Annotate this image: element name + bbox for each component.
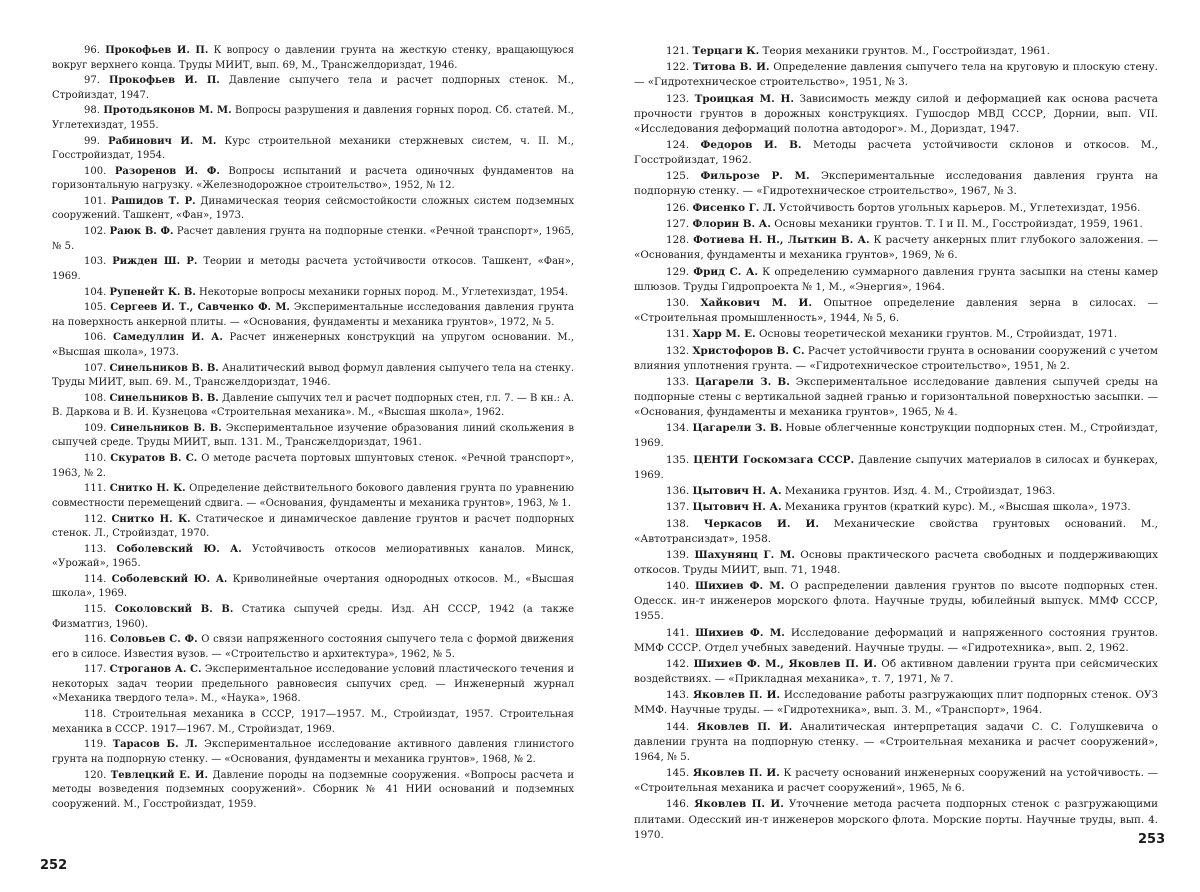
entry-number: 138. — [666, 517, 690, 530]
entry-text: К определению суммарного давления грунта засыпки на стены камер шлюзов. Труды Гидропроекта № 1, М., «Энергия», 1964. — [634, 265, 1158, 293]
entry-author: Троицкая М. Н. — [694, 92, 794, 105]
bibliography-entry — [634, 296, 1158, 326]
entry-author: Сергеев И. Т., Савченко Ф. М. — [110, 302, 290, 314]
entry-number: 115. — [84, 604, 107, 616]
entry-author: Снитко Н. К. — [111, 513, 191, 525]
entry-text: Основы механики грунтов. Т. I и II. М., Госстройиздат, 1959, 1961. — [774, 217, 1143, 230]
entry-number: 124. — [666, 139, 690, 152]
entry-number: 102. — [84, 226, 107, 238]
bibliography-entry — [634, 517, 1158, 547]
entry-number: 112. — [84, 513, 107, 525]
bibliography-entry — [52, 573, 574, 602]
bibliography-entry — [634, 201, 1158, 216]
bibliography-entry — [634, 453, 1158, 483]
entry-text: Некоторые вопросы механики горных пород. М., Углетехиздат, 1954. — [199, 286, 569, 298]
entry-text: Устойчивость бортов угольных карьеров. М., Углетехиздат, 1956. — [779, 201, 1141, 214]
entry-author: Рашидов Т. Р. — [111, 195, 196, 207]
bibliography-entry — [634, 217, 1158, 232]
entry-number: 100. — [84, 165, 107, 177]
entry-number: 141. — [666, 626, 690, 639]
entry-number: 98. — [84, 105, 100, 117]
entry-text: Экспериментальное исследование активного давления глинистого грунта на подпорную стенку. — «Основания, фундаменты и механика грунтов», 1968, № 2. — [52, 739, 574, 765]
entry-author: Соловьев С. Ф. — [109, 634, 198, 646]
bibliography-entry — [52, 769, 574, 813]
bibliography-entry — [634, 484, 1158, 499]
entry-author: Шихиев Ф. М. — [695, 626, 785, 639]
entry-text: Расчет давления грунта на подпорные стенки. «Речной транспорт», 1965, № 5. — [52, 226, 575, 252]
entry-text: Расчет инженерных конструкций на упругом основании. М., «Высшая школа», 1973. — [52, 332, 575, 358]
entry-author: Скуратов В. С. — [110, 453, 198, 465]
bibliography-entry — [52, 195, 574, 224]
entry-number: 117. — [84, 664, 107, 676]
entry-number: 114. — [84, 573, 107, 585]
bibliography-entry — [634, 233, 1158, 263]
bibliography-entry — [634, 766, 1158, 796]
entry-author: Рабинович И. М. — [108, 135, 217, 147]
entry-number: 123. — [666, 92, 690, 105]
entry-author: Синельников В. В. — [110, 422, 222, 434]
entry-number: 111. — [84, 483, 107, 495]
entry-number: 145. — [666, 767, 690, 780]
entry-text: Механика грунтов. Изд. 4. М., Стройиздат, 1963. — [784, 485, 1056, 497]
entry-author: Синельников В. В. — [109, 362, 219, 374]
entry-number: 143. — [666, 689, 690, 702]
bibliography-entry — [634, 548, 1158, 578]
entry-text: Теории и методы расчета устойчивости откосов. Ташкент, «Фан», 1969. — [52, 256, 575, 282]
bibliography-entry — [52, 165, 574, 194]
entry-text: Новые облегченные конструкции подпорных стен. М., Стройиздат, 1969. — [634, 422, 1158, 450]
entry-number: 137. — [666, 501, 690, 514]
bibliography-entry — [52, 225, 574, 254]
bibliography-entry — [634, 138, 1158, 168]
entry-number: 129. — [666, 265, 690, 278]
bibliography-entry — [634, 421, 1158, 451]
entry-text: К вопросу о давлении грунта на жесткую стенку, вращающуюся вокруг верхнего конца. Труды МИИТ, вып. 69, М., Трансжелдориздат, 1946. — [52, 45, 574, 71]
bibliography-entry — [634, 797, 1158, 842]
entry-author: Фильрозе Р. М. — [700, 170, 810, 183]
bibliography-entry — [634, 169, 1158, 199]
entry-text: Методы расчета устойчивости склонов и откосов. М., Госстройиздат, 1962. — [634, 139, 1159, 167]
entry-text: Экспериментальное изучение образования линий скольжения в сыпучей среде. Труды МИИТ, вып. 131. М., Трансжелдориздат, 1961. — [52, 422, 574, 449]
entry-text: Расчет устойчивости грунта в основании сооружений с учетом влияния уплотнения грунта. — «Гидротехническое строительство», 1951, № 2. — [634, 344, 1159, 372]
entry-text: Динамическая теория сейсмостойкости сложных систем подземных сооружений. Ташкент, «Фан», 1973. — [52, 195, 574, 222]
entry-author: Тевлецкий Е. И. — [110, 769, 208, 781]
bibliography-entry — [52, 543, 574, 572]
bibliography-entry — [52, 104, 574, 133]
entry-author: Раюк В. Ф. — [109, 226, 174, 238]
bibliography-entry — [634, 579, 1158, 624]
bibliography-entry — [52, 301, 574, 330]
entry-text: Давление породы на подземные сооружения. «Вопросы расчета и методы возведения подземных сооружений». Сборник № 41 НИИ оснований и подземных сооружений. М., Госстройиздат, 1959. — [52, 769, 575, 810]
entry-number: 142. — [666, 657, 690, 670]
entry-text: Устойчивость откосов мелиоративных каналов. Минск, «Урожай», 1965. — [52, 543, 574, 570]
entry-text: Экспериментальные исследования давления грунта на подпорную стенку. — «Гидротехническое строительство», 1967, № 3. — [634, 170, 1158, 198]
entry-author: Цытович Н. А. — [692, 485, 782, 497]
entry-text: Опытное определение давления зерна в силосах. — «Строительная промышленность», 1944, № 5, 6. — [634, 296, 1158, 325]
entry-number: 133. — [666, 375, 690, 388]
bibliography-entry — [52, 422, 574, 451]
entry-text: О связи напряженного состояния сыпучего тела с формой движения его в силосе. Известия вузов. — «Строительство и архитектура», 1962, № 5. — [52, 634, 574, 660]
entry-author: Яковлев П. И. — [692, 767, 780, 780]
bibliography-entry — [52, 633, 574, 662]
entry-number: 101. — [84, 195, 107, 207]
bibliography-entry — [52, 603, 574, 632]
entry-author: Шихиев Ф. М. — [694, 580, 785, 593]
entry-author: Прокофьев И. П. — [105, 45, 209, 56]
bibliography-entry — [52, 663, 574, 707]
entry-author: Прокофьев И. П. — [109, 75, 220, 87]
bibliography-entry — [634, 720, 1158, 765]
entry-number: 120. — [84, 769, 107, 781]
bibliography-entry — [634, 344, 1158, 374]
entry-number: 135. — [666, 453, 690, 466]
bibliography-entry — [52, 362, 574, 391]
entry-author: Яковлев П. И. — [692, 689, 781, 702]
bibliography-entry — [634, 92, 1158, 137]
entry-text: Давление сыпучих тел и расчет подпорных стен, гл. 7. — В кн.: А. В. Даркова и В. И. Кузнецова «Строительная механика». М., «Высшая школа», 1962. — [52, 392, 574, 419]
entry-number: 119. — [84, 739, 107, 751]
entry-number: 110. — [84, 453, 107, 465]
right-page — [634, 44, 1158, 844]
entry-author: Шахунянц Г. М. — [694, 548, 795, 561]
bibliography-entry — [634, 60, 1158, 90]
entry-author: Протодьяконов М. М. — [103, 105, 232, 117]
entry-text: Определение действительного бокового давления грунта по уравнению совместности перемещений сдвига. — «Основания, фундаменты и механика грунтов», 1963, № 1. — [52, 483, 574, 509]
entry-text: Исследование деформаций и напряженного состояния грунтов. ММФ СССР. Отдел учебных заведений. Научные труды. — «Гидротехника», вып. 2, 1962. — [634, 626, 1158, 654]
entry-text: Экспериментальное исследование давления сыпучей среды на подпорные стены с вертикальной задней гранью и горизонтальной поверхностью засыпки. — «Основания, фундаменты и механика грунтов», 1965, № 4. — [634, 375, 1158, 419]
entry-text: Курс строительной механики стержневых систем, ч. II. М., Госстройиздат, 1954. — [52, 135, 574, 162]
entry-text: Определение давления сыпучего тела на круговую и плоскую стену. — «Гидротехническое строительство», 1951, № 3. — [634, 61, 1158, 89]
entry-text: К расчету анкерных плит глубокого заложения. — «Основания, фундаменты и механика грунтов», 1969, № 6. — [634, 234, 1158, 262]
left-page — [52, 44, 574, 813]
bibliography-entry — [634, 375, 1158, 420]
entry-author: Снитко Н. К. — [109, 483, 186, 495]
entry-number: 146. — [666, 798, 690, 811]
entry-text: К расчету оснований инженерных сооружений на устойчивость. — «Строительная механика и расчет сооружений», 1965, № 6. — [634, 767, 1158, 795]
entry-number: 99. — [84, 135, 100, 147]
entry-author: ЦЕНТИ Госкомзага СССР. — [693, 453, 855, 466]
entry-number: 118. — [84, 709, 107, 721]
bibliography-entry — [634, 44, 1158, 59]
entry-text: Механика грунтов (краткий курс). М., «Высшая школа», 1973. — [784, 501, 1131, 514]
entry-number: 128. — [666, 234, 690, 247]
bibliography-entry — [52, 513, 574, 542]
entry-author: Строганов А. С. — [109, 664, 202, 676]
entry-author: Рижден Ш. Р. — [112, 256, 198, 268]
entry-text: Основы теоретической механики грунтов. М., Стройиздат, 1971. — [758, 328, 1118, 341]
entry-number: 131. — [666, 328, 690, 341]
bibliography-entry — [634, 688, 1158, 718]
bibliography-entry — [52, 482, 574, 511]
bibliography-entry — [52, 392, 574, 421]
entry-author: Хайкович М. И. — [700, 296, 812, 309]
entry-number: 97. — [84, 75, 100, 87]
entry-author: Тарасов Б. Л. — [112, 739, 198, 751]
entry-text: Зависимость между силой и деформацией как основа расчета прочности грунтов в дорожных конструкциях. Гушосдор МВД СССР, Дорнии, вып. VII. «Исследования деформаций полотна автодорог». М., Дориздат, 1947. — [634, 92, 1158, 135]
entry-number: 134. — [666, 422, 690, 435]
entry-author: Флорин В. А. — [692, 217, 771, 230]
entry-number: 106. — [84, 332, 107, 344]
entry-text: О распределении давления грунтов по высоте подпорных стен. Одесск. ин-т инженеров морского флота. Научные труды, юбилейный выпуск. ММФ СССР, 1955. — [634, 580, 1158, 623]
entry-text: Экспериментальные исследования давления грунта на поверхность анкерной плиты. — «Основания, фундаменты и механика грунтов», 1972, № 5. — [52, 302, 575, 328]
entry-number: 126. — [666, 201, 690, 214]
bibliography-entry — [634, 500, 1158, 515]
entry-text: Теория механики грунтов. М., Госстройиздат, 1961. — [762, 45, 1050, 57]
bibliography-entry — [634, 626, 1158, 656]
entry-number: 109. — [84, 422, 107, 434]
entry-text: Об активном давлении грунта при сейсмических воздействиях. — «Прикладная механика», т. 7, 1971, № 7. — [634, 657, 1158, 686]
entry-number: 121. — [666, 45, 690, 57]
entry-author: Соболевский Ю. А. — [111, 573, 228, 585]
entry-author: Цагарели З. В. — [695, 375, 790, 388]
entry-author: Федоров И. В. — [700, 139, 802, 152]
page-number-left: 252 — [40, 858, 68, 873]
entry-author: Самедуллин И. А. — [112, 332, 223, 344]
entry-author: Фрид С. А. — [693, 265, 758, 278]
entry-author: Фотиева Н. Н., Лыткин В. А. — [693, 234, 870, 247]
entry-author: Титова В. И. — [692, 61, 770, 74]
entry-number: 130. — [666, 296, 690, 309]
entry-number: 132. — [666, 344, 690, 357]
bibliography-entry — [634, 327, 1158, 342]
entry-text: Криволинейные очертания однородных откосов. М., «Высшая школа», 1969. — [52, 573, 574, 600]
entry-author: Рупенейт К. В. — [109, 286, 196, 298]
entry-number: 96. — [84, 45, 100, 56]
entry-number: 113. — [84, 543, 107, 555]
entry-author: Харр М. Е. — [692, 328, 756, 341]
entry-number: 136. — [666, 485, 690, 497]
entry-number: 125. — [666, 170, 690, 183]
entry-text: Вопросы испытаний и расчета одиночных фундаментов на горизонтальную нагрузку. «Железнодорожное строительство», 1952, № 12. — [52, 165, 574, 192]
bibliography-entry — [52, 452, 574, 481]
entry-number: 105. — [84, 302, 107, 314]
entry-text: Статическое и динамическое давление грунтов и расчет подпорных стенок. Л., Стройиздат, 1970. — [52, 513, 575, 539]
page-number-right: 253 — [1138, 832, 1166, 847]
entry-author: Черкасов И. И. — [703, 517, 819, 530]
bibliography-entry — [52, 286, 574, 301]
entry-text: Статика сыпучей среды. Изд. АН СССР, 1942 (а также Физматгиз, 1960). — [52, 604, 574, 630]
entry-text: Вопросы разрушения и давления горных пород. Сб. статей. М., Углетехиздат, 1955. — [52, 105, 574, 131]
bibliography-entry — [52, 74, 574, 103]
entry-text: Давление сыпучих материалов в силосах и бункерах, 1969. — [634, 453, 1158, 481]
entry-author: Разоренов И. Ф. — [114, 165, 220, 177]
entry-author: Синельников В. В. — [109, 392, 219, 404]
entry-text: О методе расчета портовых шпунтовых стенок. «Речной транспорт», 1963, № 2. — [52, 453, 574, 479]
bibliography-entry — [52, 135, 574, 164]
entry-author: Соколовский В. В. — [114, 604, 234, 616]
entry-author: Терцаги К. — [692, 45, 760, 57]
entry-number: 104. — [84, 286, 107, 298]
bibliography-entry — [634, 265, 1158, 295]
entry-number: 103. — [84, 256, 107, 268]
entry-text: Основы практического расчета свободных и поддерживающих откосов. Труды МИИТ, вып. 71, 1948. — [634, 548, 1158, 576]
bibliography-entry — [52, 44, 574, 73]
bibliography-entry — [52, 738, 574, 767]
entry-author: Соболевский Ю. А. — [116, 543, 242, 555]
entry-author: Христофоров В. С. — [692, 344, 805, 357]
entry-number: 139. — [666, 548, 690, 561]
entry-text: Уточнение метода расчета подпорных стенок с разгружающими плитами. Одесский ин-т инженеров морского флота. Морские порты. Научные труды, вып. 4. 1970. — [634, 798, 1159, 841]
entry-number: 116. — [84, 634, 107, 646]
entry-text: Механические свойства грунтовых оснований. М., «Автотрансиздат», 1958. — [634, 517, 1158, 545]
bibliography-entry — [52, 331, 574, 360]
entry-author: Фисенко Г. Л. — [692, 201, 776, 214]
bibliography-entry — [52, 708, 574, 737]
entry-author: Шихиев Ф. М., Яковлев П. И. — [693, 657, 877, 670]
entry-text: Экспериментальное исследование условий пластического течения и некоторых задач теории предельного равновесия сыпучих сред. — Инженерный журнал «Механика твердого тела». М., «Наука», 1968. — [52, 664, 574, 705]
entry-author: Яковлев П. И. — [697, 720, 793, 733]
entry-text: Исследование работы разгружающих плит подпорных стенок. ОУЗ ММФ. Научные труды. — «Гидротехника», вып. 3. М., «Транспорт», 1964. — [634, 689, 1159, 717]
entry-number: 108. — [84, 392, 107, 404]
entry-number: 144. — [666, 720, 690, 733]
entry-author: Цагарели З. В. — [692, 422, 783, 435]
entry-number: 140. — [666, 580, 690, 593]
entry-text: Давление сыпучего тела и расчет подпорных стенок. М., Стройиздат, 1947. — [52, 75, 574, 101]
bibliography-entry — [634, 657, 1158, 687]
entry-number: 122. — [666, 61, 690, 74]
entry-text: Строительная механика в СССР, 1917—1957. М., Стройиздат, 1957. Строительная механика в СССР. 1917—1967. М., Стройиздат, 1969. — [52, 709, 574, 735]
bibliography-entry — [52, 255, 574, 284]
entry-number: 127. — [666, 217, 690, 230]
entry-text: Аналитический вывод формул давления сыпучего тела на стенку. Труды МИИТ, вып. 69. М., Трансжелдориздат, 1946. — [52, 362, 574, 389]
entry-author: Яковлев П. И. — [694, 798, 784, 811]
entry-number: 107. — [84, 362, 107, 374]
entry-author: Цытович Н. А. — [692, 501, 782, 514]
entry-text: Аналитическая интерпретация задачи С. С. Голушкевича о давлении грунта на подпорную стенку. — «Строительная механика и расчет сооружений», 1964, № 5. — [634, 720, 1158, 763]
